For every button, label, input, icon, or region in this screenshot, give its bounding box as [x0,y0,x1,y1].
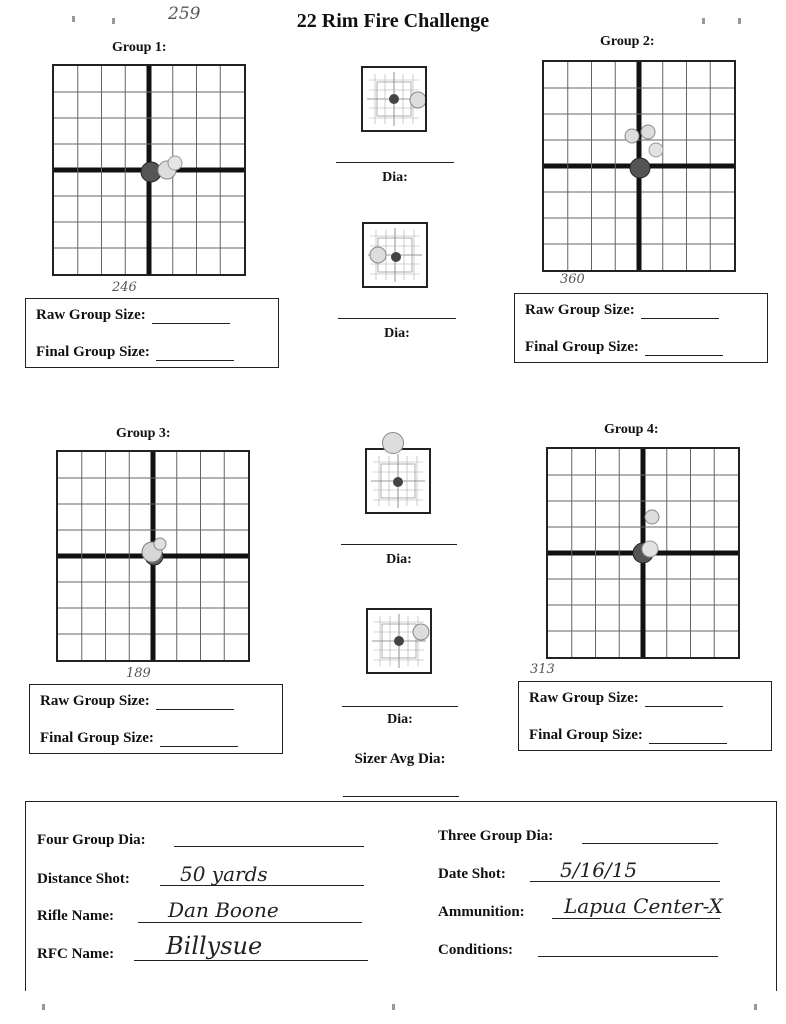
scan-speck [72,16,75,22]
final-group-size-blank [645,354,723,356]
group-2-score-note: 360 [560,272,585,287]
scan-speck [738,18,741,24]
raw-group-size-label: Raw Group Size: [529,690,639,706]
group-1-target [52,64,246,276]
final-group-size-label: Final Group Size: [40,730,154,746]
group-1-final-size [36,344,234,361]
bullet-hole [154,538,166,550]
raw-group-size-label: Raw Group Size: [36,307,146,323]
group-4-final-size [529,727,727,744]
bullet-hole [410,92,425,108]
sizer-grid [368,610,430,672]
group-2-final-size [525,339,723,356]
bullet-hole [645,510,659,524]
bullet-hole [168,156,182,170]
target-grid [544,62,734,270]
distance-shot-value: 50 yards [180,862,268,886]
sizer-3-line [341,544,457,545]
handwritten-score-note: 259 [168,4,201,24]
scan-speck [112,18,115,24]
sizer-grid [367,450,429,512]
sizer-avg-line [343,796,459,797]
group-4-target [546,447,740,659]
date-shot-label: Date Shot: [438,866,506,882]
rifle-name-label: Rifle Name: [37,908,115,924]
bullet-hole [641,125,655,139]
rifle-name-value: Dan Boone [168,898,279,922]
rfc-name-label: RFC Name: [37,946,115,962]
sizer-grid [364,224,426,286]
final-group-size-label: Final Group Size: [525,339,639,355]
page-title: 22 Rim Fire Challenge [296,10,490,32]
target-grid [548,449,738,657]
group-4-size-box [518,681,772,751]
group-1-score-note: 246 [112,280,137,295]
raw-group-size-label: Raw Group Size: [525,302,635,318]
conditions-label: Conditions: [438,942,514,958]
group-1-size-box [25,298,279,368]
four-group-dia-field [174,845,364,847]
ammunition-field [552,917,720,919]
bullet-hole [625,129,639,143]
group-2-size-box [514,293,768,363]
sizer-3-dia-label: Dia: [386,552,412,567]
sizer-target-1 [361,66,427,132]
group-3-label: Group 3: [116,426,171,441]
sizer-target-2 [362,222,428,288]
distance-shot-label: Distance Shot: [37,871,130,887]
scan-speck [754,1004,757,1010]
sizer-target-4 [366,608,432,674]
date-shot-value: 5/16/15 [560,858,638,882]
group-2-raw-size [525,302,719,319]
sizer-1-line [336,162,454,163]
raw-group-size-blank [156,708,234,710]
group-4-score-note: 313 [530,662,555,677]
sizer-2-dia-label: Dia: [384,326,410,341]
date-shot-field [530,880,720,882]
ammunition-value: Lapua Center-X [564,894,723,918]
group-3-size-box [29,684,283,754]
bullet-hole [382,432,404,454]
four-group-dia-label: Four Group Dia: [37,832,146,848]
scan-speck [392,1004,395,1010]
rfc-name-value: Billysue [166,932,263,960]
distance-shot-field [160,884,364,886]
sizer-dot [393,477,403,487]
final-group-size-label: Final Group Size: [36,344,150,360]
group-4-label: Group 4: [604,422,659,437]
group-1-raw-size [36,307,230,324]
sizer-4-dia-label: Dia: [387,712,413,727]
target-grid [58,452,248,660]
ammunition-label: Ammunition: [438,904,525,920]
three-group-dia-label: Three Group Dia: [438,828,554,844]
group-1-label: Group 1: [112,40,167,55]
sizer-dot [389,94,399,104]
rfc-name-field [134,959,368,961]
raw-group-size-blank [641,317,719,319]
group-2-label: Group 2: [600,34,655,49]
bullet-hole [642,541,658,557]
group-3-target [56,450,250,662]
sizer-2-line [338,318,456,319]
three-group-dia-field [582,842,718,844]
sizer-1-dia-label: Dia: [382,170,408,185]
group-3-raw-size [40,693,234,710]
bullet-hole [649,143,663,157]
raw-group-size-blank [152,322,230,324]
conditions-field [538,955,718,957]
bullet-hole [413,624,429,640]
sizer-avg-dia-label: Sizer Avg Dia: [354,751,446,767]
group-3-final-size [40,730,238,747]
sizer-4-line [342,706,458,707]
sizer-dot [394,636,404,646]
group-4-raw-size [529,690,723,707]
group-2-target [542,60,736,272]
final-group-size-blank [649,742,727,744]
target-grid [54,66,244,274]
bullet-hole [370,247,386,263]
scan-speck [702,18,705,24]
raw-group-size-blank [645,705,723,707]
final-group-size-label: Final Group Size: [529,727,643,743]
final-group-size-blank [160,745,238,747]
scan-speck [42,1004,45,1010]
bullseye-dot [630,158,650,178]
sizer-dot [391,252,401,262]
sizer-grid [363,68,425,130]
sizer-target-3 [365,448,431,514]
rifle-name-field [138,921,362,923]
group-3-score-note: 189 [126,666,151,681]
raw-group-size-label: Raw Group Size: [40,693,150,709]
final-group-size-blank [156,359,234,361]
